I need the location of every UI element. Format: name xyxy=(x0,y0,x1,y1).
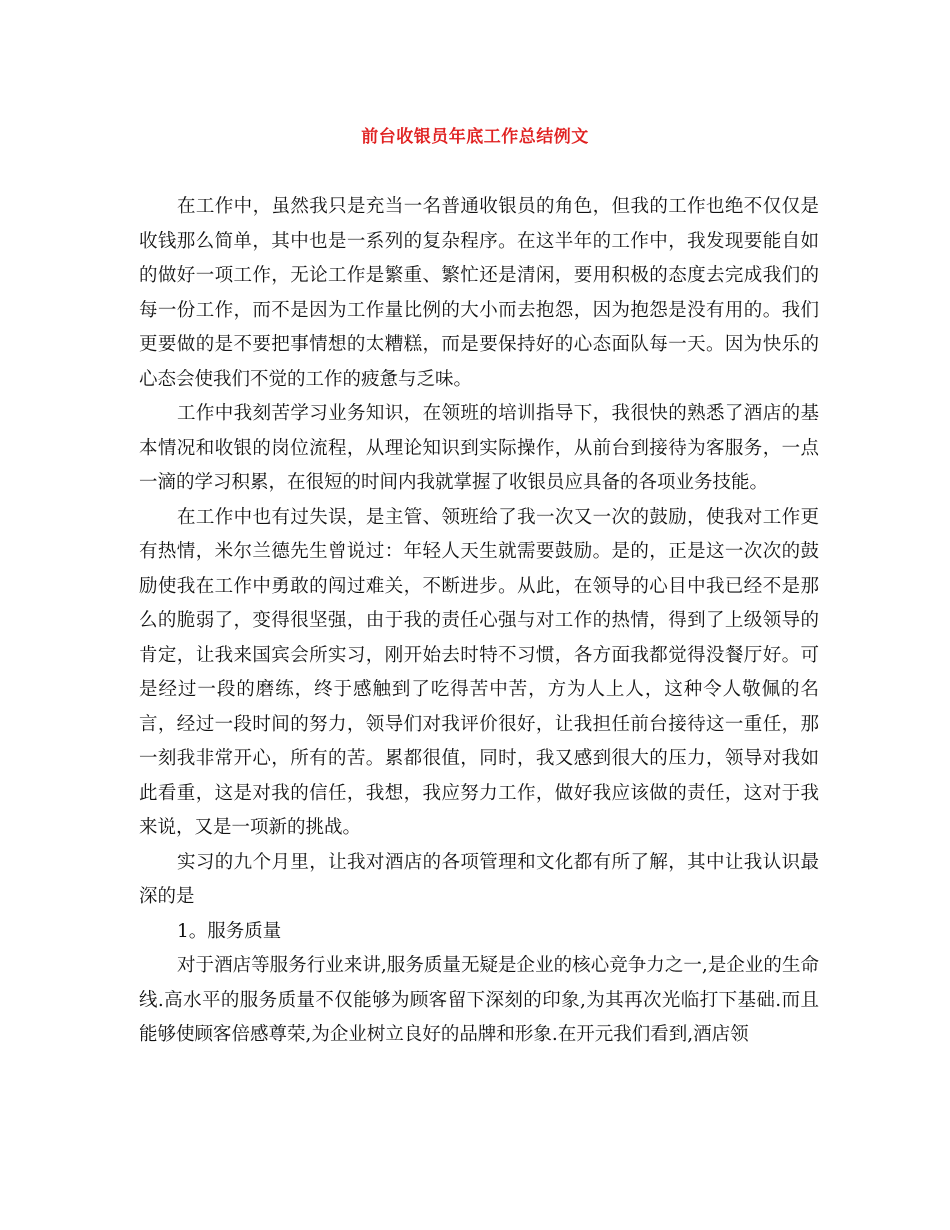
paragraph-work-attitude: 在工作中，虽然我只是充当一名普通收银员的角色，但我的工作也绝不仅仅是收钱那么简单，其中也是一系列的复杂程序。在这半年的工作中，我发现要能自如的做好一项工作，无论工作是繁重、繁忙还是清闲，要用积极的态度去完成我们的每一份工作，而不是因为工作量比例的大小而去抱怨，因为抱怨是没有用的。我们更要做的是不要把事情想的太糟糕，而是要保持好的心态面队每一天。因为快乐的心态会使我们不觉的工作的疲惫与乏味。 xyxy=(139,196,819,390)
document-title: 前台收银员年底工作总结例文 xyxy=(361,127,589,147)
paragraph-service-quality: 对于酒店等服务行业来讲,服务质量无疑是企业的核心竞争力之一,是企业的生命线.高水平的服务质量不仅能够为顾客留下深刻的印象,为其再次光临打下基础.而且能够使顾客倍感尊荣,为企业树立良好的品牌和形象.在开元我们看到,酒店领 xyxy=(139,955,819,1045)
paragraph-encouragement: 在工作中也有过失误，是主管、领班给了我一次又一次的鼓励，使我对工作更有热情，米尔兰德先生曾说过：年轻人天生就需要鼓励。是的，正是这一次次的鼓励使我在工作中勇敢的闯过难关，不断进步。从此，在领导的心目中我已经不是那么的脆弱了，变得很坚强，由于我的责任心强与对工作的热情，得到了上级领导的肯定，让我来国宾会所实习，刚开始去时特不习惯，各方面我都觉得没餐厅好。可是经过一段的磨练，终于感触到了吃得苦中苦，方为人上人，这种令人敬佩的名言，经过一段时间的努力，领导们对我评价很好，让我担任前台接待这一重任，那一刻我非常开心，所有的苦。累都很值，同时，我又感到很大的压力，领导对我如此看重，这是对我的信任，我想，我应努力工作，做好我应该做的责任，这对于我来说，又是一项新的挑战。 xyxy=(139,506,819,838)
paragraph-internship: 实习的九个月里，让我对酒店的各项管理和文化都有所了解，其中让我认识最深的是 xyxy=(139,851,819,907)
section-heading-service-quality: 1。服务质量 xyxy=(177,920,282,942)
document-body xyxy=(139,190,819,1053)
paragraph-learning: 工作中我刻苦学习业务知识，在领班的培训指导下，我很快的熟悉了酒店的基本情况和收银的岗位流程，从理论知识到实际操作，从前台到接待为客服务，一点一滴的学习积累，在很短的时间内我就掌握了收银员应具备的各项业务技能。 xyxy=(139,403,819,493)
